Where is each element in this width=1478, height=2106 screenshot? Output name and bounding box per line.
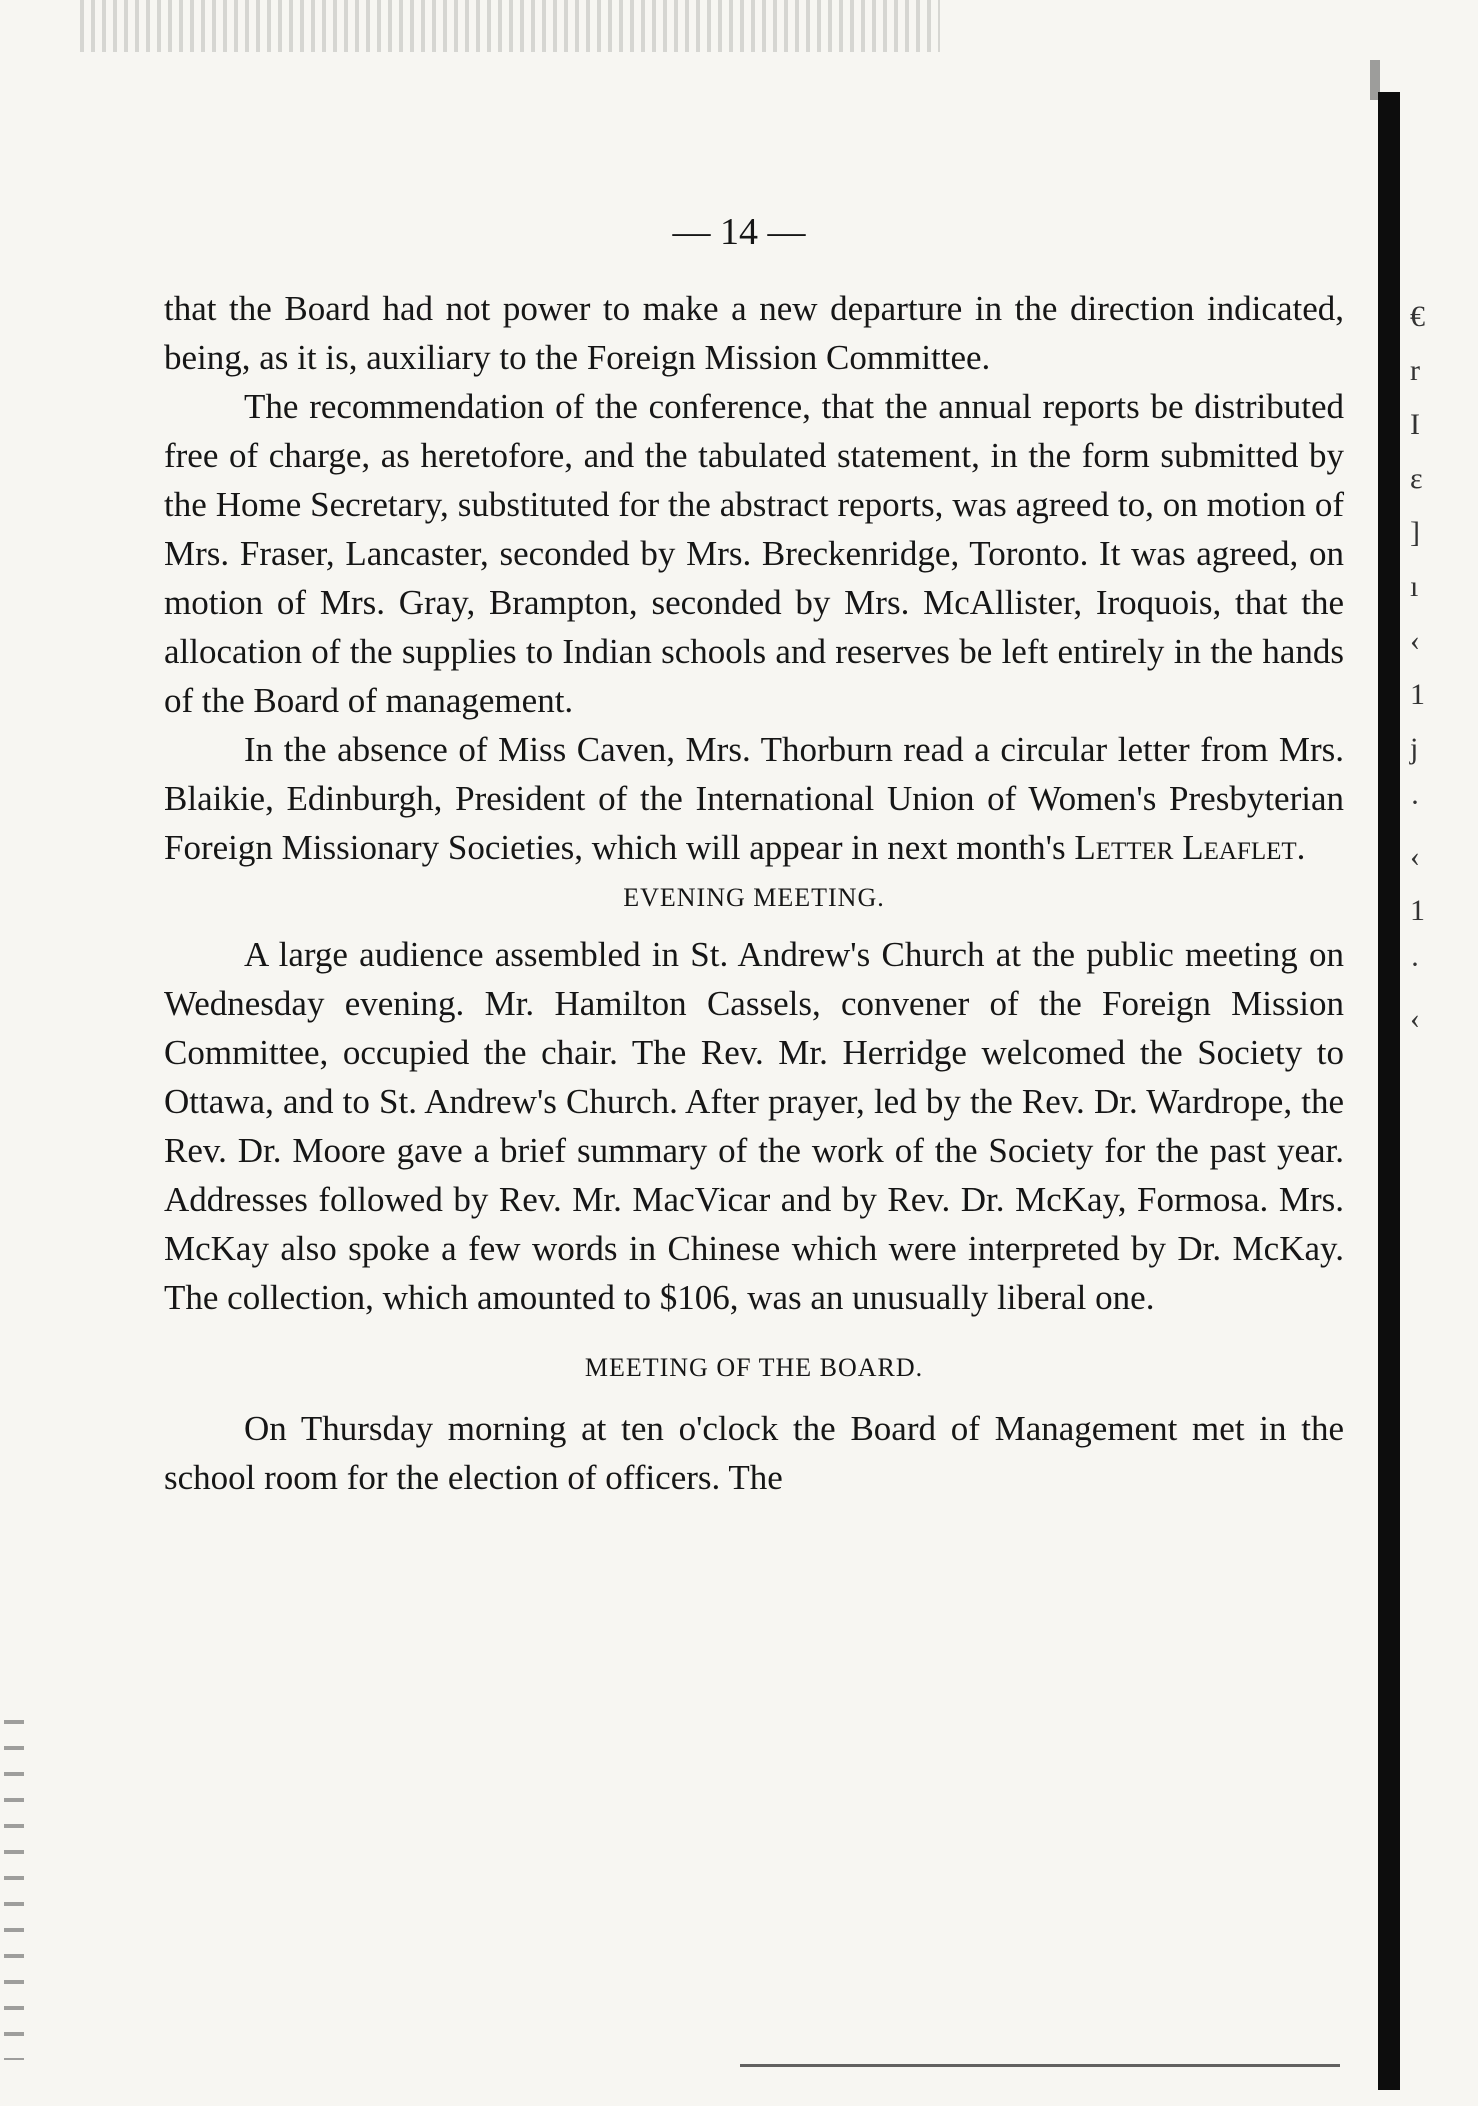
- paragraph-recommendation: The recommendation of the conference, that the annual reports be distributed free of charge, as heretofore, and the tabulated statement, in the form submitted by the Home Secretary, substituted for the abstract reports, was agreed to, on motion of Mrs. Fraser, Lancaster, seconded by Mrs. Breckenridge, Toronto. It was agreed, on motion of Mrs. Gray, Brampton, seconded by Mrs. McAllister, Iroquois, that the allocation of the supplies to Indian schools and reserves be left entirely in the hands of the Board of management.: [164, 387, 1344, 720]
- margin-mark: ‹: [1410, 1002, 1420, 1035]
- margin-mark: 1: [1410, 678, 1425, 711]
- letter-leaflet-title: Letter Leaflet.: [1074, 828, 1306, 867]
- margin-mark: ]: [1410, 516, 1420, 549]
- heading-evening-meeting: EVENING MEETING.: [623, 883, 885, 912]
- margin-mark: ‹: [1410, 624, 1420, 657]
- margin-mark: r: [1410, 354, 1420, 387]
- margin-mark: ‹: [1410, 840, 1420, 873]
- paragraph-circular-letter: [164, 725, 1344, 872]
- paragraph-evening-meeting: A large audience assembled in St. Andrew's Church at the public meeting on Wednesday evening. Mr. Hamilton Cassels, convener of the Foreign Mission Committee, occupied the chair. The Rev. Mr. Herridge welcomed the Society to Ottawa, and to St. Andrew's Church. After prayer, led by the Rev. Dr. Wardrope, the Rev. Dr. Moore gave a brief summary of the work of the Society for the past year. Addresses followed by Rev. Mr. MacVicar and by Rev. Dr. McKay, Formosa. Mrs. McKay also spoke a few words in Chinese which were interpreted by Dr. McKay. The collection, which amounted to $106, was an unusually liberal one.: [164, 935, 1344, 1317]
- page-number: — 14 —: [672, 211, 806, 253]
- paragraph-continuation: that the Board had not power to make a new departure in the direction indicated, being, as it is, auxiliary to the Foreign Mission Committee.: [164, 289, 1344, 377]
- margin-mark: ı: [1410, 570, 1419, 603]
- margin-mark: ·: [1410, 786, 1420, 819]
- circular-letter-text: In the absence of Miss Caven, Mrs. Thorburn read a circular letter from Mrs. Blaikie, Edinburgh, President of the International Union of Women's Presbyterian Foreign Missionary Societies, which will appear in next month's: [164, 730, 1344, 867]
- right-margin-marks: [1410, 290, 1470, 1046]
- margin-mark: j: [1410, 732, 1419, 765]
- body-text: [164, 284, 1344, 1502]
- scan-noise-top: [80, 0, 940, 52]
- margin-mark: ·: [1410, 948, 1420, 981]
- margin-mark: €: [1410, 300, 1425, 333]
- binding-shadow: [1378, 92, 1400, 2090]
- paragraph-board-meeting: On Thursday morning at ten o'clock the Board of Management met in the school room for the election of officers. The: [164, 1409, 1344, 1497]
- margin-mark: ε: [1410, 462, 1423, 495]
- margin-mark: I: [1410, 408, 1420, 441]
- heading-meeting-of-board: MEETING OF THE BOARD.: [584, 1353, 924, 1382]
- margin-mark: 1: [1410, 894, 1425, 927]
- bottom-rule: [740, 2064, 1340, 2067]
- left-margin-marks: [4, 1720, 24, 2060]
